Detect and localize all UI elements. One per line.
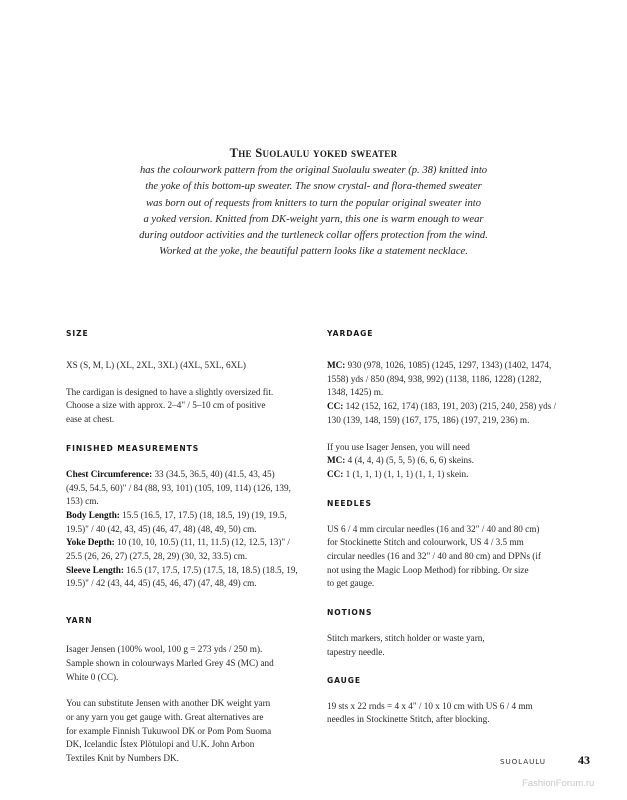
- pattern-title: The Suolaulu yoked sweater: [229, 146, 398, 160]
- intro-line: a yoked version. Knitted from DK-weight yarn, this one is warm enough to wear: [143, 213, 484, 225]
- yardage-heading: YARDAGE: [327, 329, 374, 338]
- sleeve-length-label: Sleeve Length:: [66, 564, 124, 575]
- notions-line: tapestry needle.: [327, 646, 385, 657]
- chest-value: 33 (34.5, 36.5, 40) (41.5, 43, 45): [152, 468, 275, 479]
- cc-value: 130 (139, 148, 159) (167, 175, 186) (197, 219, 236) m.: [327, 414, 530, 425]
- intro-line: was born out of requests from knitters to turn the popular original sweater into: [146, 197, 481, 209]
- intro-line: has the colourwork pattern from the original Suolaulu sweater (p. 38) knitted into: [139, 165, 488, 176]
- notions-line: Stitch markers, stitch holder or waste yarn,: [327, 633, 485, 644]
- measurements-heading: FINISHED MEASUREMENTS: [66, 443, 200, 453]
- yarn-line: White 0 (CC).: [66, 671, 119, 682]
- fit-note-line: Choose a size with approx. 2–4" / 5–10 cm of positive: [66, 400, 266, 411]
- gauge-line: needles in Stockinette Stitch, after blocking.: [327, 714, 490, 725]
- fit-note-line: ease at chest.: [66, 414, 115, 425]
- yarn-heading: YARN: [66, 616, 93, 626]
- fit-note-line: The cardigan is designed to have a slightly oversized fit.: [66, 386, 274, 397]
- yarn-alt-line: or any yarn you get gauge with. Great alternatives are: [66, 711, 264, 722]
- cc-value: 142 (152, 162, 174) (183, 191, 203) (215, 240, 258) yds /: [343, 401, 557, 412]
- intro-line: Worked at the yoke, the beautiful pattern looks like a statement necklace.: [159, 246, 468, 258]
- measurements-list: [66, 468, 301, 591]
- yoke-depth-value: 10 (10, 10, 10.5) (11, 11, 11.5) (12, 12.5, 13)" /: [114, 537, 290, 548]
- yarn-alt-line: for example Finnish Tukuwool DK or Pom Pom Suoma: [66, 725, 272, 736]
- yoke-depth-value: 25.5 (26, 26, 27) (27.5, 28, 29) (30, 32, 33.5) cm.: [66, 551, 248, 562]
- gauge-text: [327, 700, 562, 727]
- yarn-alt-line: DK, Icelandic Ístex Plötulopi and U.K. John Arbon: [66, 739, 255, 750]
- page-number: 43: [578, 753, 590, 767]
- body-length-value: 15.5 (16.5, 17, 17.5) (18, 18.5, 19) (19, 19.5,: [119, 509, 287, 520]
- chest-value: (49.5, 54.5, 60)" / 84 (88, 93, 101) (105, 109, 114) (126, 139,: [66, 482, 291, 493]
- needles-line: to get gauge.: [327, 578, 375, 589]
- intro-line: the yoke of this bottom-up sweater. The snow crystal- and flora-themed sweater: [145, 181, 482, 193]
- yarn-description: [66, 643, 301, 684]
- size-list: [66, 359, 301, 373]
- yardage-list: [327, 359, 562, 428]
- watermark: FashionForum.ru: [522, 778, 595, 789]
- intro-block: [100, 146, 527, 261]
- mc-value: 1348, 1425) m.: [327, 387, 384, 398]
- needles-text: [327, 523, 562, 592]
- isager-mc-label: MC:: [327, 455, 346, 466]
- body-length-label: Body Length:: [66, 509, 120, 520]
- left-column: [66, 328, 301, 766]
- yarn-alt-line: You can substitute Jensen with another DK weight yarn: [66, 698, 271, 709]
- yarn-alt-line: Textiles Knit by Numbers DK.: [66, 753, 179, 764]
- notions-text: [327, 632, 562, 659]
- isager-cc-value: 1 (1, 1, 1) (1, 1, 1) (1, 1, 1) skein.: [343, 468, 469, 479]
- yarn-line: Sample shown in colourways Marled Grey 4S (MC) and: [66, 657, 274, 668]
- isager-cc-label: CC:: [327, 468, 344, 479]
- sleeve-length-value: 19.5)" / 42 (43, 44, 45) (45, 46, 47) (47, 48, 49) cm.: [66, 578, 257, 589]
- running-footer-section: SUOLAULU: [500, 757, 546, 766]
- needles-line: for Stockinette Stitch and colourwork, US 4 / 3.5 mm: [327, 537, 524, 548]
- cc-label: CC:: [327, 401, 344, 412]
- body-length-value: 19.5)" / 40 (42, 43, 45) (46, 47, 48) (48, 49, 50) cm.: [66, 523, 257, 534]
- fit-note: [66, 386, 301, 427]
- isager-intro: If you use Isager Jensen, you will need: [327, 441, 470, 452]
- size-heading: SIZE: [66, 329, 89, 338]
- needles-line: US 6 / 4 mm circular needles (16 and 32" / 40 and 80 cm): [327, 523, 540, 534]
- chest-label: Chest Circumference:: [66, 468, 153, 479]
- needles-line: not using the Magic Loop Method) for ribbing. Or size: [327, 564, 529, 575]
- mc-value: 1558) yds / 850 (894, 938, 992) (1138, 1186, 1228) (1282,: [327, 373, 542, 384]
- mc-label: MC:: [327, 360, 346, 370]
- sizes-text: XS (S, M, L) (XL, 2XL, 3XL) (4XL, 5XL, 6XL): [66, 360, 246, 370]
- yarn-alternatives: [66, 697, 301, 766]
- sleeve-length-value: 16.5 (17, 17.5, 17.5) (17.5, 18, 18.5) (18.5, 19,: [123, 564, 298, 575]
- needles-line: circular needles (16 and 32" / 40 and 80 cm) and DPNs (if: [327, 551, 541, 562]
- notions-heading: NOTIONS: [327, 608, 373, 618]
- isager-mc-value: 4 (4, 4, 4) (5, 5, 5) (6, 6, 6) skeins.: [345, 455, 474, 466]
- mc-value: 930 (978, 1026, 1085) (1245, 1297, 1343) (1402, 1474,: [345, 360, 552, 370]
- isager-skeins: [327, 441, 562, 482]
- gauge-heading: GAUGE: [327, 675, 361, 685]
- needles-heading: NEEDLES: [327, 498, 372, 508]
- yoke-depth-label: Yoke Depth:: [66, 537, 115, 548]
- right-column: [327, 328, 562, 727]
- yarn-line: Isager Jensen (100% wool, 100 g = 273 yds / 250 m).: [66, 644, 263, 655]
- gauge-line: 19 sts x 22 rnds = 4 x 4" / 10 x 10 cm with US 6 / 4 mm: [327, 700, 533, 711]
- chest-value: 153) cm.: [66, 496, 99, 507]
- intro-line: during outdoor activities and the turtleneck collar offers protection from the wind.: [139, 230, 488, 242]
